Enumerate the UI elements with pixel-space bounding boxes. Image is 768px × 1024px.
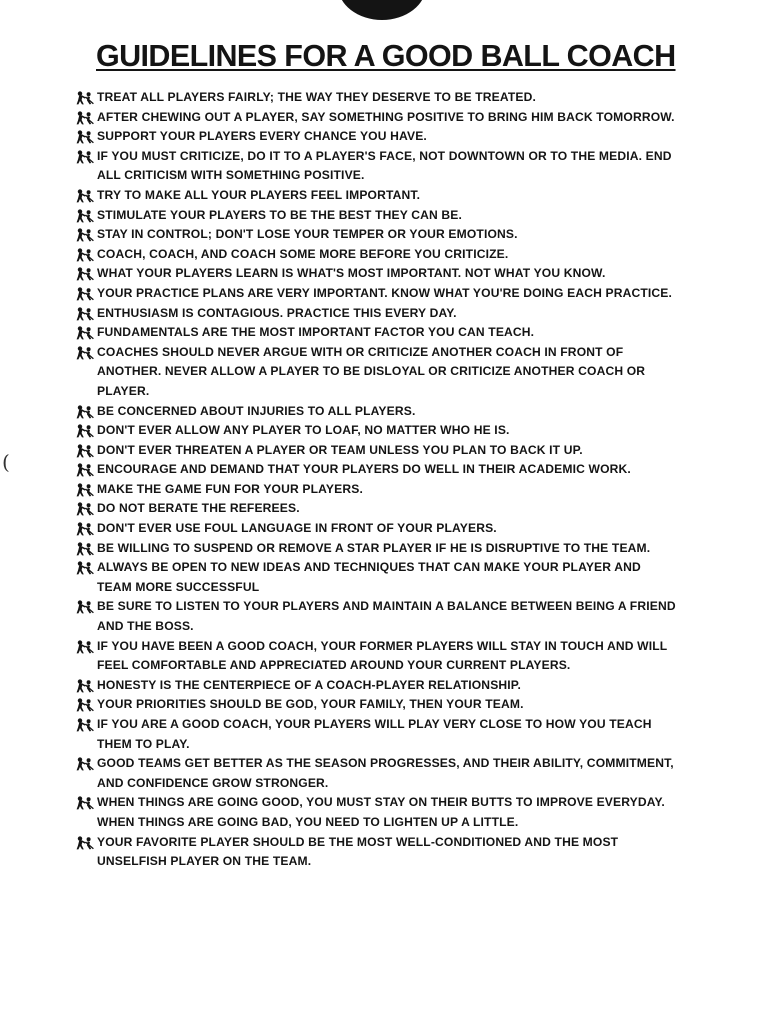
guideline-text: COACH, COACH, AND COACH SOME MORE BEFORE YOU CRITICIZE. xyxy=(97,246,509,261)
guideline-text: WHEN THINGS ARE GOING GOOD, YOU MUST STAY ON THEIR BUTTS TO IMPROVE EVERYDAY. WHEN THINGS ARE GOING BAD, YOU NEED TO LIGHTEN UP A LITTLE. xyxy=(97,795,665,829)
guideline-item xyxy=(72,715,676,754)
guideline-text: BE CONCERNED ABOUT INJURIES TO ALL PLAYERS. xyxy=(97,403,416,418)
guideline-text: COACHES SHOULD NEVER ARGUE WITH OR CRITICIZE ANOTHER COACH IN FRONT OF ANOTHER. NEVER ALLOW A PLAYER TO BE DISLOYAL OR CRITICIZE ANOTHER COACH OR PLAYER. xyxy=(97,344,646,398)
document-title: GUIDELINES FOR A GOOD BALL COACH xyxy=(96,39,676,73)
coach-bullet-icon xyxy=(76,228,94,242)
guideline-text: IF YOU MUST CRITICIZE, DO IT TO A PLAYER'S FACE, NOT DOWNTOWN OR TO THE MEDIA. END ALL CRITICISM WITH SOMETHING POSITIVE. xyxy=(97,148,672,183)
guidelines-list xyxy=(72,88,676,872)
guideline-item xyxy=(72,343,676,402)
guideline-item xyxy=(72,402,676,422)
coach-bullet-icon xyxy=(76,679,94,693)
guideline-item xyxy=(72,284,676,304)
guideline-text: ENCOURAGE AND DEMAND THAT YOUR PLAYERS DO WELL IN THEIR ACADEMIC WORK. xyxy=(97,462,631,477)
coach-bullet-icon xyxy=(76,718,94,732)
coach-bullet-icon xyxy=(76,326,94,340)
margin-parenthesis-mark: ( xyxy=(2,450,10,474)
page-top-dark-mark xyxy=(338,0,426,20)
guideline-item xyxy=(72,597,676,636)
guideline-text: MAKE THE GAME FUN FOR YOUR PLAYERS. xyxy=(97,481,363,496)
guideline-text: HONESTY IS THE CENTERPIECE OF A COACH-PLAYER RELATIONSHIP. xyxy=(97,677,521,692)
guideline-item xyxy=(72,264,676,284)
guideline-item xyxy=(72,421,676,441)
coach-bullet-icon xyxy=(76,836,94,850)
coach-bullet-icon xyxy=(76,502,94,516)
guideline-item xyxy=(72,206,676,226)
guideline-text: DON'T EVER USE FOUL LANGUAGE IN FRONT OF YOUR PLAYERS. xyxy=(97,521,497,536)
guideline-item xyxy=(72,441,676,461)
coach-bullet-icon xyxy=(76,307,94,321)
guideline-text: SUPPORT YOUR PLAYERS EVERY CHANCE YOU HAVE. xyxy=(97,129,427,144)
guideline-item xyxy=(72,833,676,872)
guideline-item xyxy=(72,108,676,128)
guideline-item xyxy=(72,539,676,559)
guideline-text: YOUR PRACTICE PLANS ARE VERY IMPORTANT. KNOW WHAT YOU'RE DOING EACH PRACTICE. xyxy=(97,285,673,300)
guideline-item xyxy=(72,460,676,480)
coach-bullet-icon xyxy=(76,542,94,556)
guideline-text: BE WILLING TO SUSPEND OR REMOVE A STAR PLAYER IF HE IS DISRUPTIVE TO THE TEAM. xyxy=(97,540,651,555)
coach-bullet-icon xyxy=(76,600,94,614)
guideline-text: IF YOU ARE A GOOD COACH, YOUR PLAYERS WILL PLAY VERY CLOSE TO HOW YOU TEACH THEM TO PLAY. xyxy=(97,717,652,751)
guideline-text: TREAT ALL PLAYERS FAIRLY; THE WAY THEY DESERVE TO BE TREATED. xyxy=(97,90,536,104)
guideline-item xyxy=(72,519,676,539)
guideline-text: YOUR PRIORITIES SHOULD BE GOD, YOUR FAMILY, THEN YOUR TEAM. xyxy=(97,697,524,712)
coach-bullet-icon xyxy=(76,444,94,458)
coach-bullet-icon xyxy=(76,346,94,360)
coach-bullet-icon xyxy=(76,209,94,223)
coach-bullet-icon xyxy=(76,405,94,419)
coach-bullet-icon xyxy=(76,424,94,438)
guideline-item xyxy=(72,88,676,108)
coach-bullet-icon xyxy=(76,189,94,203)
coach-bullet-icon xyxy=(76,150,94,164)
coach-bullet-icon xyxy=(76,522,94,536)
guideline-text: YOUR FAVORITE PLAYER SHOULD BE THE MOST WELL-CONDITIONED AND THE MOST UNSELFISH PLAYER ON THE TEAM. xyxy=(97,834,619,869)
guideline-text: STAY IN CONTROL; DON'T LOSE YOUR TEMPER OR YOUR EMOTIONS. xyxy=(97,227,518,242)
guideline-text: STIMULATE YOUR PLAYERS TO BE THE BEST THEY CAN BE. xyxy=(97,207,462,222)
coach-bullet-icon xyxy=(76,757,94,771)
guideline-item xyxy=(72,147,676,186)
coach-bullet-icon xyxy=(76,796,94,810)
coach-bullet-icon xyxy=(76,463,94,477)
guideline-item xyxy=(72,558,676,597)
coach-bullet-icon xyxy=(76,111,94,125)
guideline-text: WHAT YOUR PLAYERS LEARN IS WHAT'S MOST IMPORTANT. NOT WHAT YOU KNOW. xyxy=(97,266,606,281)
coach-bullet-icon xyxy=(76,287,94,301)
guideline-item xyxy=(72,245,676,265)
guideline-item xyxy=(72,186,676,206)
guideline-item xyxy=(72,304,676,324)
coach-bullet-icon xyxy=(76,267,94,281)
guideline-text: AFTER CHEWING OUT A PLAYER, SAY SOMETHING POSITIVE TO BRING HIM BACK TOMORROW. xyxy=(97,109,675,124)
guideline-text: GOOD TEAMS GET BETTER AS THE SEASON PROGRESSES, AND THEIR ABILITY, COMMITMENT, AND CONFIDENCE GROW STRONGER. xyxy=(97,756,674,790)
guideline-item xyxy=(72,695,676,715)
guideline-text: ALWAYS BE OPEN TO NEW IDEAS AND TECHNIQUES THAT CAN MAKE YOUR PLAYER AND TEAM MORE SUCCESSFUL xyxy=(97,560,641,594)
coach-bullet-icon xyxy=(76,640,94,654)
guideline-text: TRY TO MAKE ALL YOUR PLAYERS FEEL IMPORTANT. xyxy=(97,187,421,202)
coach-bullet-icon xyxy=(76,248,94,262)
guideline-item xyxy=(72,225,676,245)
guideline-item xyxy=(72,754,676,793)
guideline-text: DO NOT BERATE THE REFEREES. xyxy=(97,501,300,516)
guideline-item xyxy=(72,323,676,343)
guideline-item xyxy=(72,480,676,500)
coach-bullet-icon xyxy=(76,483,94,497)
guideline-item xyxy=(72,499,676,519)
guideline-text: ENTHUSIASM IS CONTAGIOUS. PRACTICE THIS EVERY DAY. xyxy=(97,305,457,320)
guideline-item xyxy=(72,127,676,147)
guideline-text: BE SURE TO LISTEN TO YOUR PLAYERS AND MAINTAIN A BALANCE BETWEEN BEING A FRIEND AND THE BOSS. xyxy=(97,599,676,634)
guideline-item xyxy=(72,676,676,696)
guideline-text: FUNDAMENTALS ARE THE MOST IMPORTANT FACTOR YOU CAN TEACH. xyxy=(97,325,535,340)
coach-bullet-icon xyxy=(76,698,94,712)
guideline-item xyxy=(72,637,676,676)
guideline-text: DON'T EVER ALLOW ANY PLAYER TO LOAF, NO MATTER WHO HE IS. xyxy=(97,423,510,438)
guideline-item xyxy=(72,793,676,832)
guideline-text: IF YOU HAVE BEEN A GOOD COACH, YOUR FORMER PLAYERS WILL STAY IN TOUCH AND WILL FEEL COMFORTABLE AND APPRECIATED AROUND YOUR CURRENT PLAYERS. xyxy=(97,638,668,673)
coach-bullet-icon xyxy=(76,561,94,575)
coach-bullet-icon xyxy=(76,130,94,144)
coach-bullet-icon xyxy=(76,91,94,105)
guideline-text: DON'T EVER THREATEN A PLAYER OR TEAM UNLESS YOU PLAN TO BACK IT UP. xyxy=(97,442,583,457)
